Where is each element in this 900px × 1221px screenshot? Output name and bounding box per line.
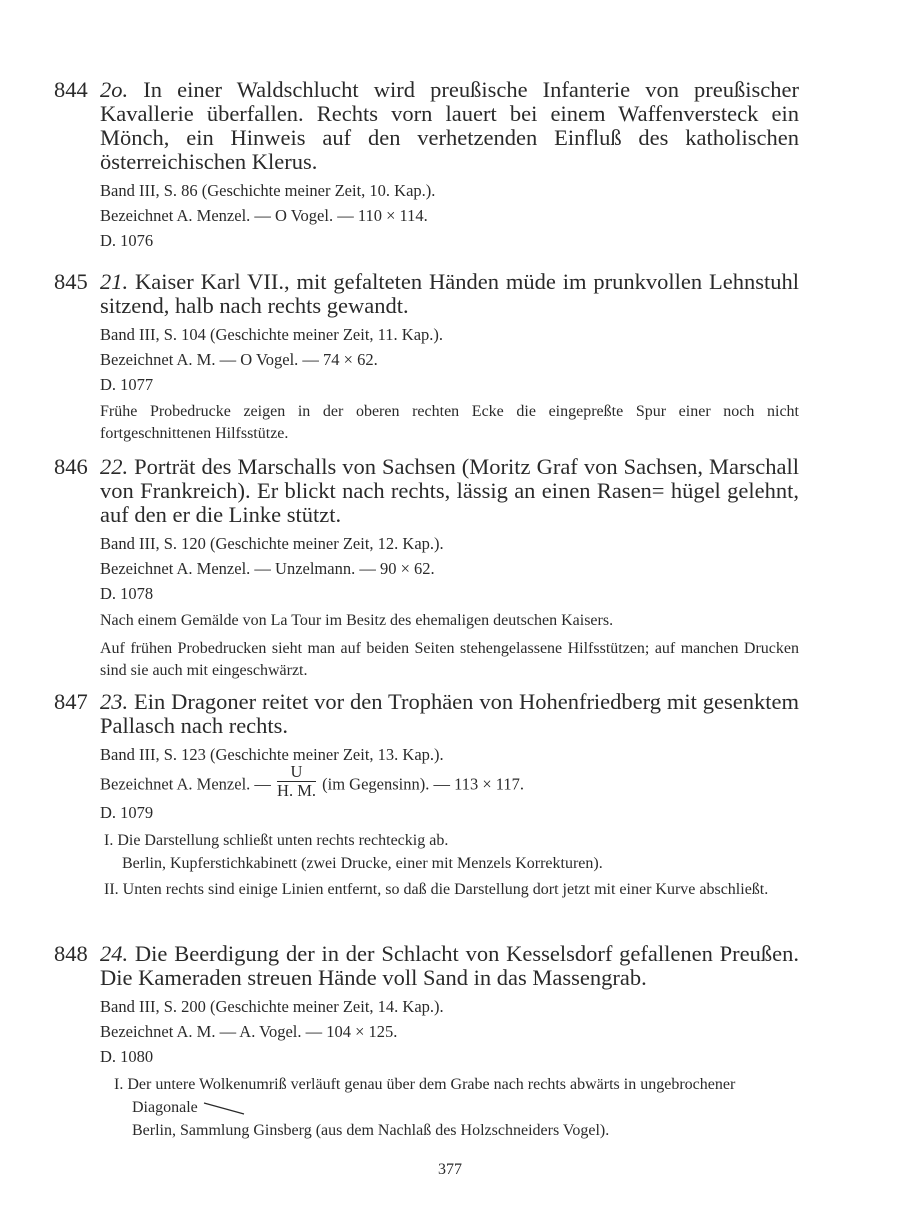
catalog-entry-845: [54, 270, 799, 445]
entry-number: 847: [54, 689, 88, 714]
fraction-denominator: H. M.: [277, 781, 316, 800]
entry-title: Kaiser Karl VII., mit gefalteten Händen müde im prunkvollen Lehnstuhl sitzend, halb nach rechts gewandt.: [100, 269, 799, 318]
plate-number: 2o.: [100, 77, 129, 102]
state-numeral: II.: [104, 881, 119, 898]
state-item: [104, 878, 799, 901]
signature-line: Bezeichnet A. Menzel. — Unzelmann. — 90 × 62.: [100, 559, 435, 578]
entry-number: 846: [54, 454, 88, 479]
entry-title: Ein Dragoner reitet vor den Trophäen von Hohenfriedberg mit gesenktem Pallasch nach rechts.: [100, 689, 800, 738]
monogram-fraction: [277, 763, 316, 800]
state-location: Berlin, Kupferstichkabinett (zwei Drucke, einer mit Menzels Korrekturen).: [122, 855, 603, 872]
band-reference: Band III, S. 200 (Geschichte meiner Zeit, 14. Kap.).: [100, 997, 444, 1016]
entry-heading: [54, 270, 799, 318]
entry-note: Nach einem Gemälde von La Tour im Besitz des ehemaligen deutschen Kaisers.: [100, 612, 614, 629]
signature-line: Bezeichnet A. Menzel. — O Vogel. — 110 × 114.: [100, 206, 428, 225]
state-text: Die Darstellung schließt unten rechts rechteckig ab.: [117, 832, 449, 849]
state-item: [114, 1073, 799, 1119]
signature-prefix: Bezeichnet A. Menzel. —: [100, 774, 271, 794]
band-reference: Band III, S. 120 (Geschichte meiner Zeit, 12. Kap.).: [100, 534, 444, 553]
entry-number: 844: [54, 77, 88, 102]
band-reference: Band III, S. 123 (Geschichte meiner Zeit, 13. Kap.).: [100, 745, 444, 764]
page-number: 377: [438, 1161, 462, 1178]
fraction-numerator: U: [277, 763, 316, 782]
band-reference: Band III, S. 104 (Geschichte meiner Zeit, 11. Kap.).: [100, 325, 444, 344]
state-numeral: I.: [114, 1076, 124, 1093]
entry-note: Frühe Probedrucke zeigen in der oberen rechten Ecke die eingepreßte Spur einer noch nicht fortgeschnittenen Hilfsstütze.: [100, 403, 799, 442]
entry-title: Porträt des Marschalls von Sachsen (Moritz Graf von Sachsen, Marschall von Frankreich). Er blickt nach rechts, lässig an einen Rasen= hügel gelehnt, auf den er die Linke stützt.: [100, 454, 799, 527]
catalog-d-number: D. 1076: [100, 231, 154, 250]
catalog-d-number: D. 1077: [100, 375, 154, 394]
signature-suffix: (im Gegensinn). — 113 × 117.: [322, 774, 525, 794]
catalog-entry-844: [54, 78, 799, 253]
entry-title: In einer Waldschlucht wird preußische Infanterie von preußischer Kavallerie überfallen. Rechts vorn lauert bei einem Waffenversteck ein Mönch, ein Hinweis auf den verhetzenden Einfluß des katholischen österreichischen Klerus.: [100, 77, 799, 174]
entry-heading: [54, 942, 799, 990]
catalog-entry-847: [54, 690, 799, 901]
signature-line: Bezeichnet A. M. — O Vogel. — 74 × 62.: [100, 350, 378, 369]
plate-number: 21.: [100, 269, 129, 294]
signature-line: [100, 762, 799, 800]
entry-heading: [54, 78, 799, 174]
signature-line: Bezeichnet A. M. — A. Vogel. — 104 × 125.: [100, 1022, 398, 1041]
entry-heading: [54, 690, 799, 738]
plate-number: 24.: [100, 941, 129, 966]
catalog-d-number: D. 1079: [100, 803, 154, 822]
plate-number: 23.: [100, 689, 129, 714]
entry-number: 848: [54, 941, 88, 966]
catalog-d-number: D. 1080: [100, 1047, 154, 1066]
catalog-entry-848: [54, 942, 799, 1142]
catalog-d-number: D. 1078: [100, 584, 154, 603]
diagonal-line-icon: [202, 1100, 246, 1116]
entry-title: Die Beerdigung der in der Schlacht von Kesselsdorf gefallenen Preußen. Die Kameraden streuen Hände voll Sand in das Massengrab.: [100, 941, 799, 990]
plate-number: 22.: [100, 454, 129, 479]
catalog-entry-846: [54, 455, 799, 682]
band-reference: Band III, S. 86 (Geschichte meiner Zeit, 10. Kap.).: [100, 181, 436, 200]
entry-heading: [54, 455, 799, 527]
entry-note: Auf frühen Probedrucken sieht man auf beiden Seiten stehengelassene Hilfsstützen; auf manchen Drucken sind sie auch mit eingeschwärzt.: [100, 640, 799, 679]
entry-number: 845: [54, 269, 88, 294]
state-location: Berlin, Sammlung Ginsberg (aus dem Nachlaß des Holzschneiders Vogel).: [132, 1122, 610, 1139]
state-item: [104, 829, 799, 852]
state-text: Unten rechts sind einige Linien entfernt, so daß die Darstellung dort jetzt mit einer Kurve abschließt.: [122, 881, 769, 898]
state-text: Der untere Wolkenumriß verläuft genau über dem Grabe nach rechts abwärts in ungebrochener Diagonale: [127, 1076, 736, 1116]
state-numeral: I.: [104, 832, 114, 849]
